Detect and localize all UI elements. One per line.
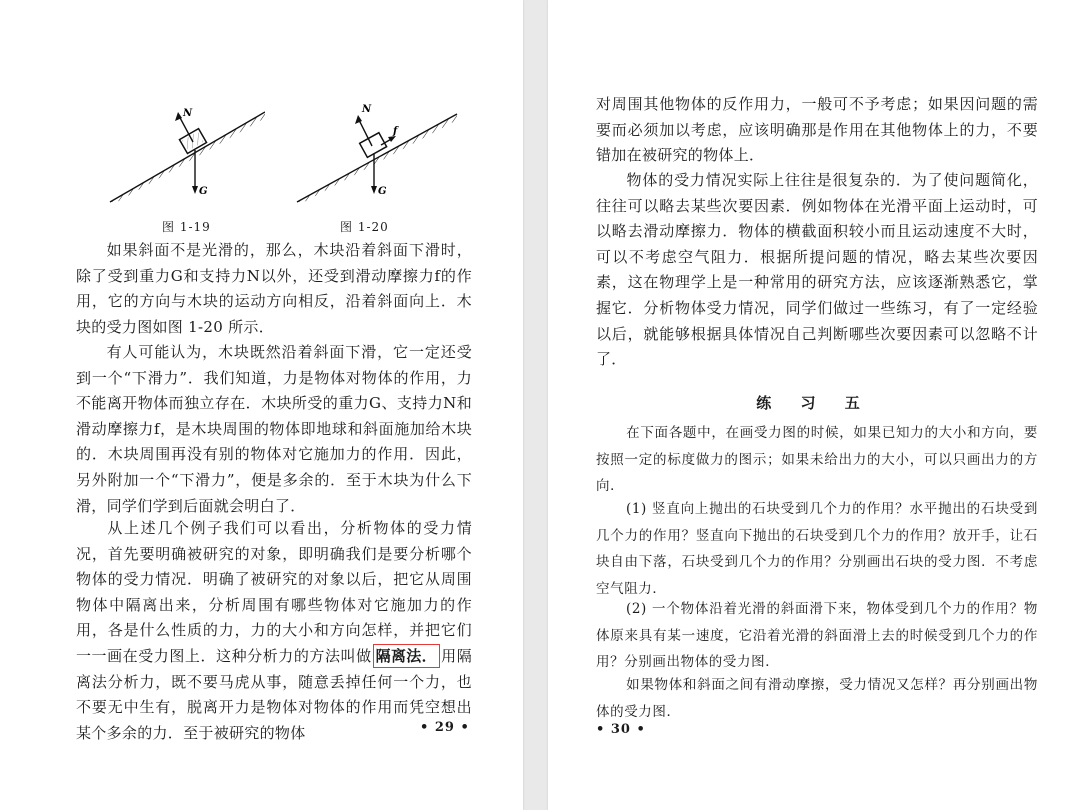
left-page <box>0 0 523 810</box>
exercise-question-2-followup-text: 如果物体和斜面之间有滑动摩擦，受力情况又怎样？再分别画出物体的受力图． <box>596 677 1038 720</box>
figure-1-20-label-g: G <box>378 186 387 197</box>
right-paragraph-1 <box>596 92 1038 169</box>
exercise-question-2-followup <box>596 672 1038 725</box>
left-paragraph-1 <box>76 238 472 340</box>
figure-1-19-label-g: G <box>199 186 208 197</box>
figure-1-19-caption: 图 1-19 <box>162 220 211 234</box>
highlighted-term-isolation-method: 隔离法． <box>373 644 440 668</box>
left-paragraph-3-text-after: 用隔离法分析力，既不要马虎从事，随意丢掉任何一个力，也不要无中生有，脱离开力是物体对物体的作用而凭空想出某个多余的力．至于被研究的物体 <box>76 646 472 742</box>
page-number-29: • 29 • <box>420 720 470 735</box>
exercise-intro <box>596 420 1038 500</box>
left-paragraph-2-text: 有人可能认为，木块既然沿着斜面下滑，它一定还受到一个“下滑力”．我们知道，力是物体对物体的作用，力不能离开物体而独立存在．木块所受的重力G、支持力N和滑动摩擦力f，是木块周围的物体即地球和斜面施加给木块的．木块周围再没有别的物体对它施加力的作用．因此，另外附加一个“下滑力”，便是多余的．至于木块为什么下滑，同学们学到后面就会明白了． <box>76 343 472 515</box>
left-paragraph-2 <box>76 340 472 519</box>
exercise-question-1-text: (1) 竖直向上抛出的石块受到几个力的作用？水平抛出的石块受到几个力的作用？竖直向下抛出的石块受到几个力的作用？放开手，让石块自由下落，石块受到几个力的作用？分别画出石块的受力图．不考虑空气阻力． <box>596 501 1038 597</box>
exercise-question-2-text: (2) 一个物体沿着光滑的斜面滑下来，物体受到几个力的作用？物体原来具有某一速度，它沿着光滑的斜面滑上去的时候受到几个力的作用？分别画出物体的受力图． <box>596 601 1038 670</box>
left-paragraph-3 <box>76 516 472 746</box>
right-paragraph-2-text: 物体的受力情况实际上往往是很复杂的．为了使问题简化，往往可以略去某些次要因素．例如物体在光滑平面上运动时，可以略去滑动摩擦力．物体的横截面积较小而且运动速度不大时，可以不考虑空气阻力．根据所提问题的情况，略去某些次要因素，这在物理学上是一种常用的研究方法，应该逐渐熟悉它，掌握它．分析物体受力情况，同学们做过一些练习，有了一定经验以后，就能够根据具体情况自己判断哪些次要因素可以忽略不计了． <box>596 171 1038 369</box>
exercise-question-2 <box>596 596 1038 676</box>
exercise-title: 练 习 五 <box>756 394 872 412</box>
left-paragraph-1-text: 如果斜面不是光滑的，那么，木块沿着斜面下滑时，除了受到重力G和支持力N以外，还受到滑动摩擦力f的作用，它的方向与木块的运动方向相反，沿着斜面向上．木块的受力图如图 1-20 所示． <box>76 241 472 336</box>
page-number-30: • 30 • <box>596 722 646 737</box>
figure-1-19 <box>105 98 265 208</box>
exercise-question-1 <box>596 496 1038 602</box>
figure-1-20-label-n: N <box>362 104 372 115</box>
figure-1-20-label-f: f <box>393 126 398 137</box>
figure-1-19-label-n: N <box>183 108 193 119</box>
figure-1-20 <box>292 98 462 208</box>
figure-1-20-caption: 图 1-20 <box>340 220 389 234</box>
left-paragraph-3-text-before: 从上述几个例子我们可以看出，分析物体的受力情况，首先要明确被研究的对象，即明确我们是要分析哪个物体的受力情况．明确了被研究的对象以后，把它从周围物体中隔离出来，分析周围有哪些物体对它施加力的作用，各是什么性质的力，力的大小和方向怎样，并把它们一一画在受力图上．这种分析力的方法叫做 <box>76 519 472 665</box>
right-paragraph-1-text: 对周围其他物体的反作用力，一般可不予考虑；如果因问题的需要而必须加以考虑，应该明确那是作用在其他物体上的力，不要错加在被研究的物体上． <box>596 95 1038 165</box>
exercise-intro-text: 在下面各题中，在画受力图的时候，如果已知力的大小和方向，要按照一定的标度做力的图示；如果未给出力的大小，可以只画出力的方向． <box>596 425 1038 494</box>
right-paragraph-2 <box>596 168 1038 373</box>
right-page <box>548 0 1080 810</box>
